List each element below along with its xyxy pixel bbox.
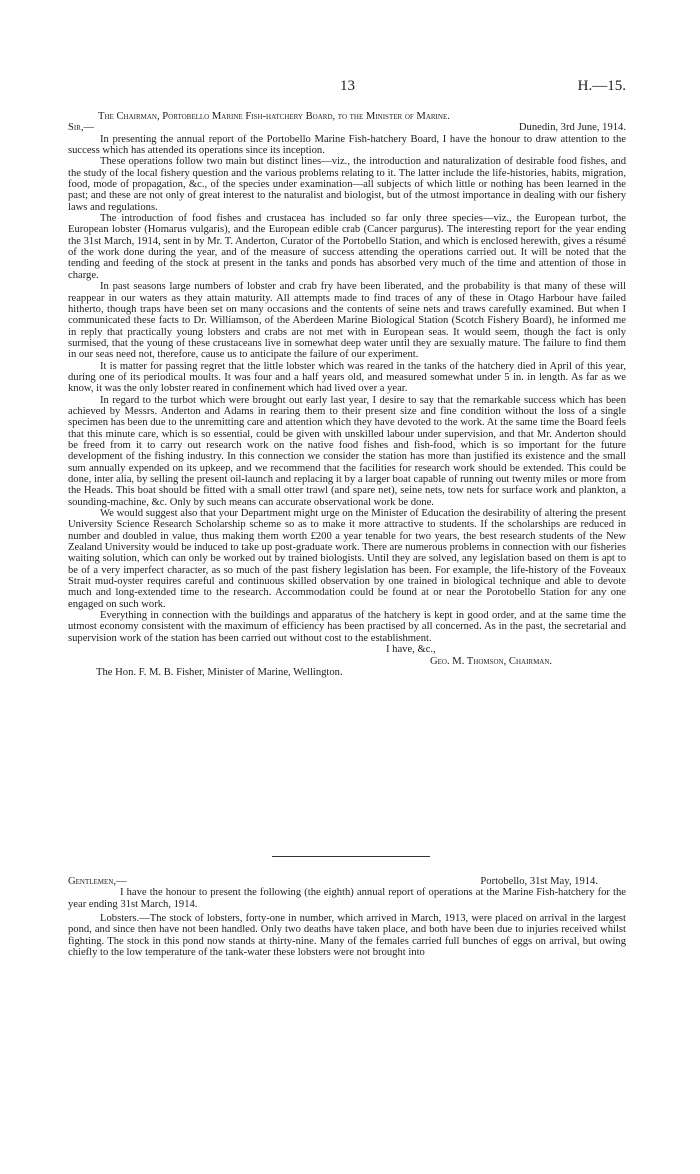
- letter-one-signature: Geo. M. Thomson, Chairman.: [430, 655, 553, 667]
- letter-one-heading: The Chairman, Portobello Marine Fish-hatchery Board, to the Minister of Marine.: [98, 111, 450, 122]
- letter-one-salutation: Sir,—: [68, 122, 95, 134]
- letter-two-salutation: Gentlemen,—: [68, 876, 127, 887]
- letter-two-place-date: Portobello, 31st May, 1914.: [480, 876, 598, 887]
- page-number: 13: [340, 78, 355, 94]
- letter-one-paragraph: The introduction of food fishes and crustacea has included so far only three species—viz., the European turbot, the European lobster (Homarus vulgaris), and the European edible crab (Cancer pargurus). The interesting report for the year ending the 31st March, 1914, sent in by Mr. T. Anderton, Curator of the Portobello Station, and which is enclosed herewith, gives a résumé of the work done during the year, and of the measure of success attending the operations carried out. It will be noted that the tending and feeding of the stock at present in the tanks and ponds has absorbed very much of the time and attention of those in charge.: [68, 213, 626, 281]
- page-header: [0, 78, 700, 98]
- letter-two-paragraph: Lobsters.—The stock of lobsters, forty-one in number, which arrived in March, 1913, were placed on arrival in the largest pond, and since then have not been handled. Only two deaths have taken place, and both have been due to injuries received whilst fighting. The stock in this pond now stands at thirty-nine. Many of the females carried full bunches of eggs on arrival, but owing chiefly to the low temperature of the tank-water these lobsters were not brought into: [68, 913, 626, 959]
- letter-one-paragraph: It is matter for passing regret that the little lobster which was reared in the tanks of the hatchery died in April of this year, during one of its periodical moults. It was four and a half years old, and measured somewhat under 5 in. in length. As far as we know, it was the only lobster reared in confinement which had lived over a year.: [68, 360, 626, 395]
- letter-one-paragraph: In presenting the annual report of the Portobello Marine Fish-hatchery Board, I have the honour to draw attention to the success which has attended its operations since its inception.: [68, 133, 626, 157]
- letter-one: [68, 111, 626, 678]
- document-reference: H.—15.: [577, 78, 626, 94]
- letter-two: [68, 876, 626, 958]
- letter-one-paragraph: In past seasons large numbers of lobster and crab fry have been liberated, and the probability is that many of these will reappear in our waters as they attain maturity. All attempts made to find traces of any of these in Otago Harbour have failed hitherto, though traps have been set on many occasions and the contents of seine nets and traws carefully examined. But when I communicated these facts to Dr. Williamson, of the Aberdeen Marine Biological Station (Scotch Fishery Board), he informed me in reply that practically young lobsters and crabs are not met with in European seas. It would seem, though the fact is only surmised, that the young of these crustaceans live in somewhat deep water until they are sexually mature. The failure to find them in our seas need not, therefore, cause us to anticipate the failure of our experiment.: [68, 281, 626, 361]
- letter-one-closing: I have, &c.,: [386, 644, 436, 656]
- letter-one-place-date: Dunedin, 3rd June, 1914.: [518, 122, 626, 134]
- section-divider: [272, 856, 430, 857]
- letter-one-paragraph: In regard to the turbot which were brought out early last year, I desire to say that the remarkable success which has been achieved by Messrs. Anderton and Adams in rearing them to their present size and fine condition without the loss of a single specimen has been due to the unremitting care and attention which they have devoted to the work. At the same time the Board feels that this minute care, which is so essential, could be given with unskilled labour under supervision, and that Mr. Anderton should be freed from it to carry out research work on the native food fishes and fish-food, which is so important for the future development of the fishing industry. In this connection we consider the station has more than justified its existence and the small sum annually expended on its upkeep, and we recommend that the facilities for research work should be extended. This could be done, inter alia, by selling the present oil-launch and replacing it by a larger boat capable of running out twenty miles or more from the Heads. This boat should be fitted with a small otter trawl (and spare net), seine nets, tow nets for surface work and plankton, a sounding-machine, &c. Only by such means can accurate observational work be done.: [68, 394, 626, 508]
- letter-two-paragraph: I have the honour to present the following (the eighth) annual report of operations at the Marine Fish-hatchery for the year ending 31st March, 1914.: [68, 887, 626, 910]
- letter-one-addressee: The Hon. F. M. B. Fisher, Minister of Marine, Wellington.: [96, 666, 343, 678]
- letter-two-opening: [68, 876, 626, 887]
- letter-one-paragraph: These operations follow two main but distinct lines—viz., the introduction and naturalization of desirable food fishes, and the study of the local fishery question and the various problems relating to it. The latter include the life-histories, habits, migration, food, mode of propagation, &c., of the species under examination—all subjects of which little or nothing has been learned in the past; and these are not only of great interest to the naturalist and biologist, but of the utmost importance in dealing with our fishery laws and regulations.: [68, 156, 626, 213]
- letter-one-paragraph: We would suggest also that your Department might urge on the Minister of Education the desirability of altering the present University Science Research Scholarship scheme so as to make it more attractive to students. If the scholarships are reduced in number and doubled in value, thus making them worth £200 a year tenable for two years, the best research students of the New Zealand University would be induced to take up post-graduate work. There are numerous problems in connection with our fisheries waiting solution, which can only be worked out by trained biologists. Until they are solved, any legislation based on them is apt to be of a very imperfect character, as so much of the past fishery legislation has been. For example, the life-history of the Foveaux Strait mud-oyster requires careful and continuous skilled observation by one trained in biological technique and able to devote much and long-extended time to the research. Accommodation could be found at or near the Porotobello Station for any one engaged on such work.: [68, 508, 626, 610]
- letter-one-opening: [68, 122, 626, 133]
- letter-one-paragraph: Everything in connection with the buildings and apparatus of the hatchery is kept in good order, and at the same time the utmost economy consistent with the maximum of efficiency has been practised by all concerned. As in the past, the secretarial and supervision work of the station has been carried out without cost to the establishment.: [68, 610, 626, 644]
